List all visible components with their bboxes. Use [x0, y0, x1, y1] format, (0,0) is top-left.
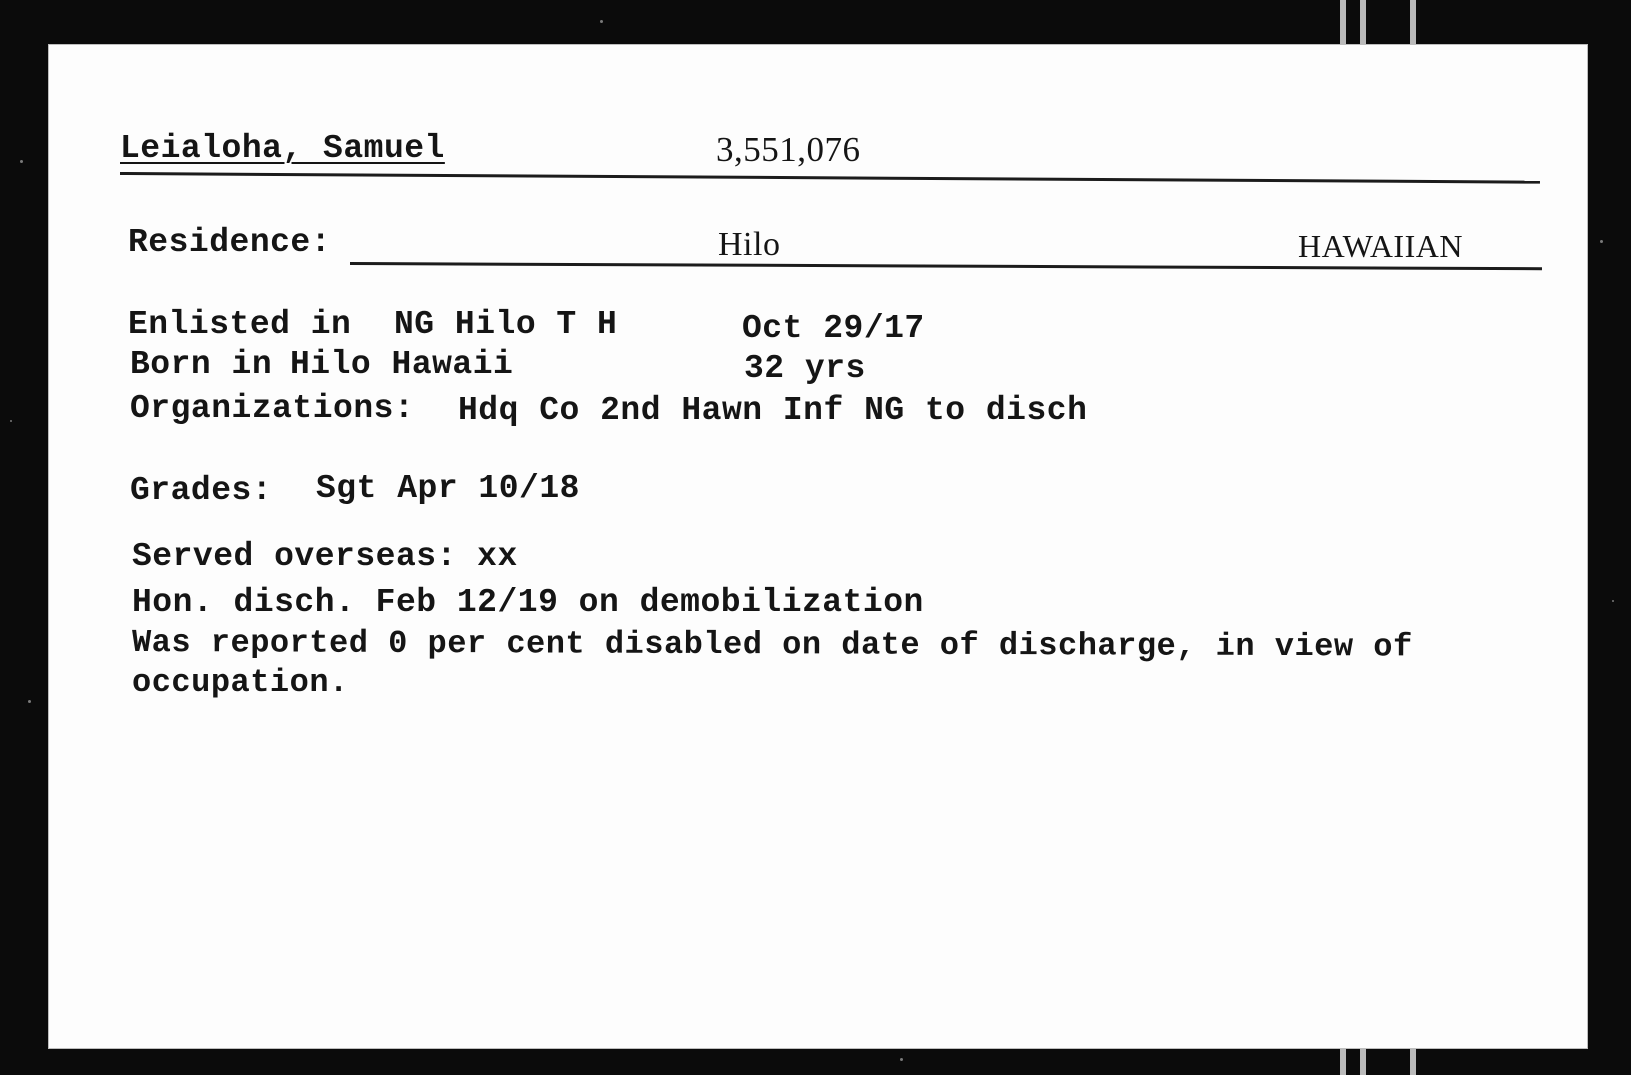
born-label: Born in: [130, 346, 273, 383]
enlisted-date: Oct 29/17: [742, 310, 925, 347]
organizations-label: Organizations:: [130, 390, 415, 427]
disability-line-2: occupation.: [132, 664, 349, 701]
age-value: 32 yrs: [744, 350, 866, 387]
film-speck: [1600, 240, 1603, 243]
residence-label: Residence:: [128, 224, 332, 261]
header-rule: [120, 172, 1540, 184]
race-value: HAWAIIAN: [1298, 228, 1463, 264]
film-speck: [10, 420, 12, 422]
enlisted-place: NG Hilo T H: [394, 306, 618, 343]
document-card: [48, 44, 1588, 1049]
enlisted-label: Enlisted in: [128, 306, 352, 343]
grades-label: Grades:: [130, 472, 273, 509]
organizations-value: Hdq Co 2nd Hawn Inf NG to disch: [458, 392, 1088, 429]
serial-number: 3,551,076: [716, 130, 861, 169]
served-overseas-line: Served overseas: xx: [132, 538, 518, 575]
film-speck: [1612, 600, 1614, 602]
residence-value: Hilo: [718, 226, 781, 263]
film-speck: [28, 700, 31, 703]
disability-line-1: Was reported 0 per cent disabled on date of discharge, in view of: [131, 624, 1413, 666]
film-speck: [600, 20, 603, 23]
honorable-discharge-line: Hon. disch. Feb 12/19 on demobilization: [132, 584, 924, 621]
film-speck: [20, 160, 23, 163]
born-place: Hilo Hawaii: [290, 346, 514, 383]
soldier-name: Leialoha, Samuel: [120, 130, 445, 167]
grades-value: Sgt Apr 10/18: [316, 470, 580, 507]
film-speck: [900, 1058, 903, 1061]
